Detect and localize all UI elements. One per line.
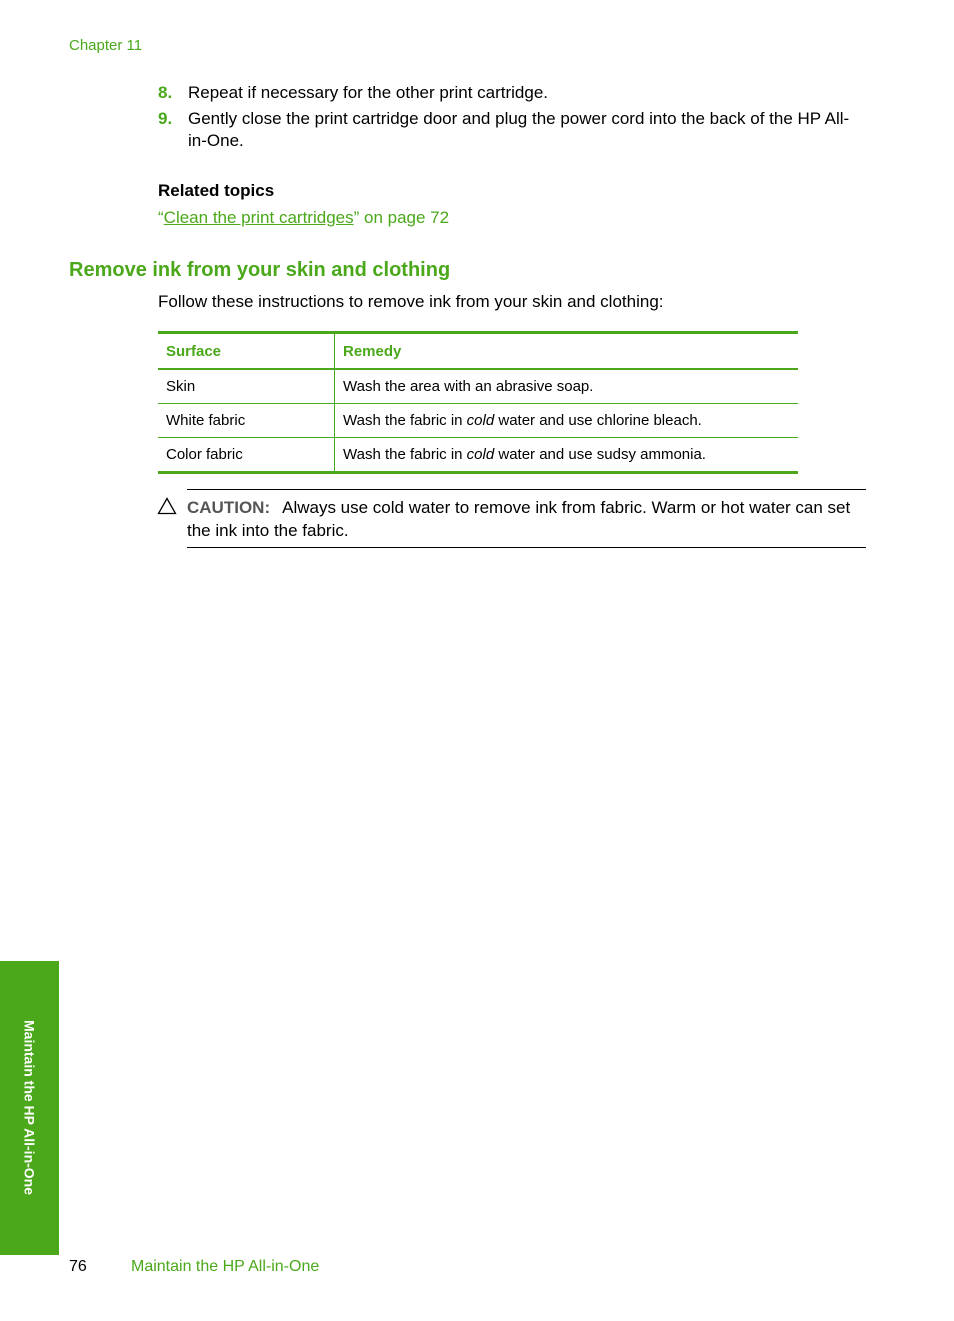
link-text[interactable]: Clean the print cartridges xyxy=(163,208,354,227)
footer-title: Maintain the HP All-in-One xyxy=(131,1258,320,1275)
header-remedy: Remedy xyxy=(335,333,799,370)
warning-triangle-icon xyxy=(157,497,177,515)
step-number: 8. xyxy=(158,83,173,102)
remedy-emphasis: cold xyxy=(466,446,495,463)
table-row xyxy=(158,404,798,438)
cell-surface: Skin xyxy=(158,369,335,404)
step-number: 9. xyxy=(158,109,173,128)
remedy-emphasis: cold xyxy=(466,412,495,429)
remedy-text: Wash the area with an abrasive soap. xyxy=(343,378,594,395)
footer-page-number: 76 xyxy=(69,1258,87,1275)
table-row xyxy=(158,438,798,473)
side-tab xyxy=(0,961,59,1255)
related-topic-link[interactable] xyxy=(158,208,449,228)
remedy-table xyxy=(158,331,798,474)
cell-remedy xyxy=(335,438,799,473)
section-intro: Follow these instructions to remove ink from your skin and clothing: xyxy=(158,292,664,311)
table-header-row xyxy=(158,333,798,370)
chapter-label: Chapter 11 xyxy=(69,37,143,54)
cell-surface: White fabric xyxy=(158,404,335,438)
section-heading: Remove ink from your skin and clothing xyxy=(69,259,451,281)
caution-label: CAUTION: xyxy=(187,498,271,517)
cell-remedy xyxy=(335,404,799,438)
step-text: Repeat if necessary for the other print cartridge. xyxy=(188,83,549,102)
caution-body: Always use cold water to remove ink from fabric. Warm or hot water can set the ink into the fabric. xyxy=(187,498,851,540)
cell-surface: Color fabric xyxy=(158,438,335,473)
remedy-text: Wash the fabric in xyxy=(343,412,467,429)
caution-note xyxy=(187,496,869,542)
table-row xyxy=(158,369,798,404)
side-tab-label: Maintain the HP All-in-One xyxy=(21,1020,38,1196)
caution-divider-top xyxy=(187,489,866,490)
step-text: Gently close the print cartridge door and plug the power cord into the back of the HP All-in-One. xyxy=(188,109,850,150)
remedy-text: Wash the fabric in xyxy=(343,446,467,463)
related-topics-title: Related topics xyxy=(158,181,275,200)
link-open-quote: “ xyxy=(158,208,164,227)
remedy-text-end: water and use chlorine bleach. xyxy=(494,412,702,429)
link-page-ref: ” on page 72 xyxy=(353,208,450,227)
remedy-text-end: water and use sudsy ammonia. xyxy=(494,446,706,463)
cell-remedy xyxy=(335,369,799,404)
caution-divider-bottom xyxy=(187,547,866,548)
header-surface: Surface xyxy=(158,333,335,370)
